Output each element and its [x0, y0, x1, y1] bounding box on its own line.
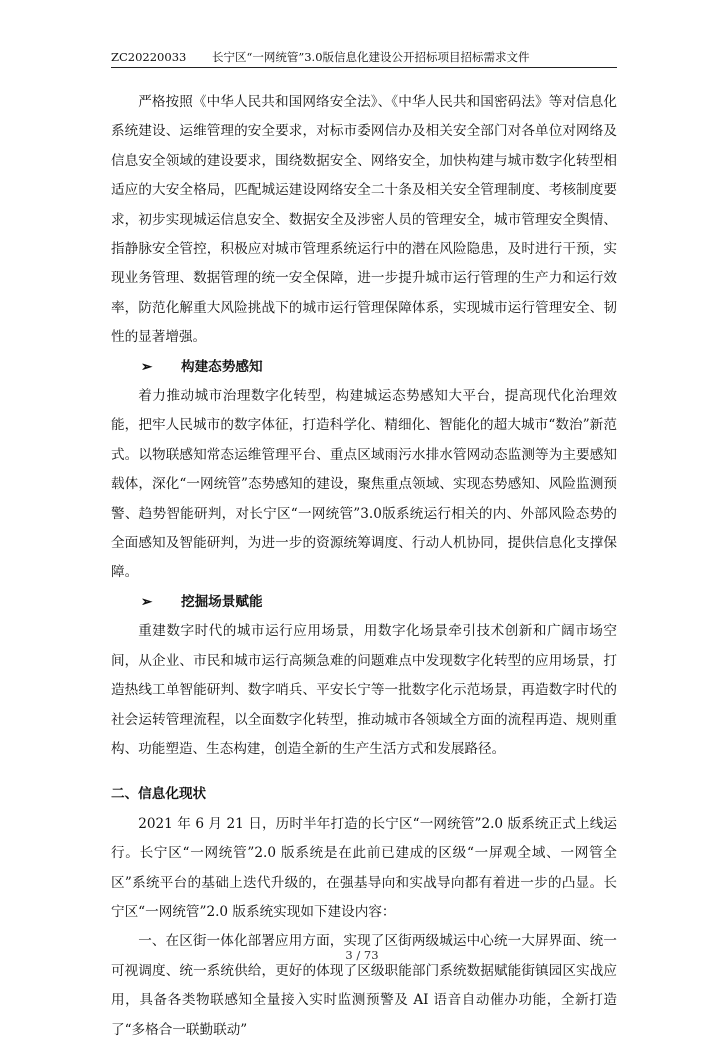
- paragraph-situational-awareness: 着力推动城市治理数字化转型，构建城运态势感知大平台，提高现代化治理效能，把牢人民城市的数字体征，打造科学化、精细化、智能化的超大城市“数治”新范式。以物联感知常态运维管理平台、重点区域雨污水排水管网动态监测等为主要感知载体，深化“一网统管”态势感知的建设，聚焦重点领域、实现态势感知、风险监测预警、趋势智能研判，对长宁区“一网统管”3.0版系统运行相关的内、外部风险态势的全面感知及智能研判，为进一步的资源统筹调度、行动人机协同，提供信息化支撑保障。: [111, 388, 617, 581]
- document-title: 长宁区“一网统管”3.0版信息化建设公开招标项目招标需求文件: [211, 50, 530, 64]
- document-code: ZC20220033: [111, 50, 187, 64]
- bullet-title: 挖掘场景赋能: [181, 593, 263, 610]
- arrow-bullet-icon: ➢: [141, 593, 153, 610]
- bullet-title: 构建态势感知: [181, 358, 263, 375]
- paragraph-security: 严格按照《中华人民共和国网络安全法》、《中华人民共和国密码法》等对信息化系统建设、运维管理的安全要求，对标市委网信办及相关安全部门对各单位对网络及信息安全领域的建设要求，围绕数据安全、网络安全，加快构建与城市数字化转型相适应的大安全格局，匹配城运建设网络安全二十条及相关安全管理制度、考核制度要求，初步实现城运信息安全、数据安全及涉密人员的管理安全，城市管理安全舆情、指静脉安全管控，积极应对城市管理系统运行中的潜在风险隐患，及时进行干预，实现业务管理、数据管理的统一安全保障，进一步提升城市运行管理的生产力和运行效率，防范化解重大风险挑战下的城市运行管理保障体系，实现城市运行管理安全、韧性的显著增强。: [111, 94, 617, 346]
- bullet-heading-situational-awareness: [111, 353, 617, 382]
- arrow-bullet-icon: ➢: [141, 358, 153, 375]
- paragraph-status-item-1: 一、在区街一体化部署应用方面，实现了区街两级城运中心统一大屏界面、统一可视调度、统一系统供给，更好的体现了区级职能部门系统数据赋能街镇园区实战应用，具备各类物联感知全量接入实时监测预警及 AI 语音自动催办功能，全新打造了“多格合一联勤联动”: [111, 933, 617, 1038]
- paragraph-status-intro: 2021 年 6 月 21 日，历时半年打造的长宁区“一网统管”2.0 版系统正式上线运行。长宁区“一网统管”2.0 版系统是在此前已建成的区级“一屏观全域、一网管全区”系统平台的基础上迭代升级的，在强基导向和实战导向都有着进一步的凸显。长宁区“一网统管”2.0 版系统实现如下建设内容：: [111, 815, 617, 920]
- page-header: [111, 49, 617, 65]
- bullet-heading-scenario-empowerment: [111, 588, 617, 617]
- section-heading: 二、信息化现状: [111, 786, 207, 803]
- document-body: [111, 88, 617, 1045]
- paragraph-scenario-empowerment: 重建数字时代的城市运行应用场景，用数字化场景牵引技术创新和广阔市场空间，从企业、市民和城市运行高频急难的问题难点中发现数字化转型的应用场景，打造热线工单智能研判、数字哨兵、平安长宁等一批数字化示范场景，再造数字时代的社会运转管理流程，以全面数字化转型，推动城市各领域全方面的流程再造、规则重构、功能塑造、生态构建，创造全新的生产生活方式和发展路径。: [111, 623, 617, 757]
- page-number: 3 / 73: [345, 948, 379, 962]
- header-divider: [111, 67, 617, 68]
